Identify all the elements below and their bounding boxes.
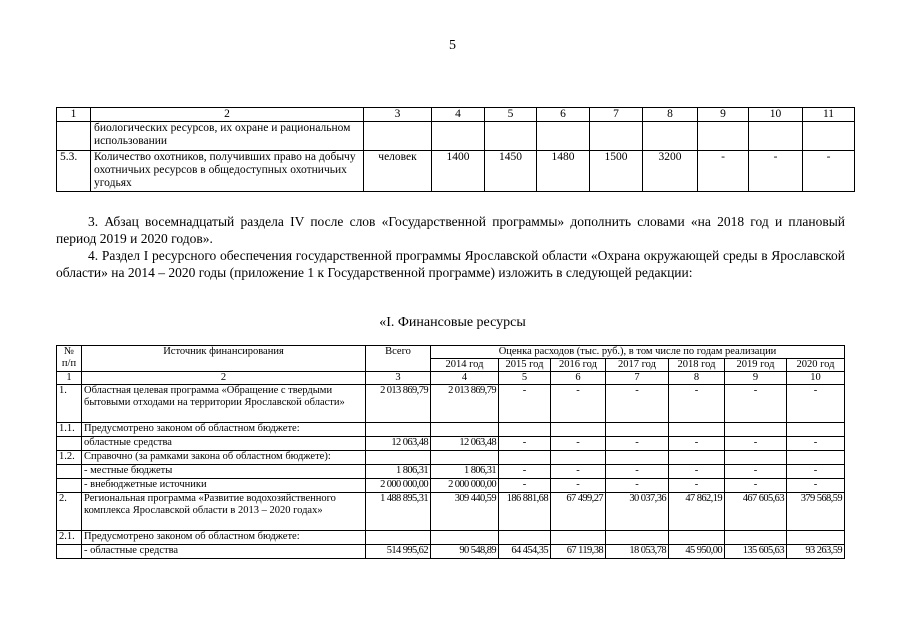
year-cell: 2019 год [725,359,787,372]
row-value: 186 881,68 [499,493,551,531]
row-value [551,531,606,545]
row-unit [364,122,432,151]
row-value: 1 806,31 [431,465,499,479]
table-row [57,545,845,559]
row-value: - [725,437,787,451]
header-total: Всего [366,346,431,372]
index-cell: 6 [551,372,606,385]
header-cell: 5 [485,108,537,122]
row-value [803,122,855,151]
index-row [57,372,845,385]
row-value [485,122,537,151]
year-cell: 2015 год [499,359,551,372]
row-value [432,122,485,151]
row-value [499,451,551,465]
header-cell: 10 [749,108,803,122]
table-row [57,385,845,423]
row-value [643,122,698,151]
row-value [431,531,499,545]
row-value: - [606,465,669,479]
row-number [57,465,82,479]
row-value: - [551,465,606,479]
row-number [57,437,82,451]
row-total: 1 488 895,31 [366,493,431,531]
row-total: 2 000 000,00 [366,479,431,493]
year-cell: 2017 год [606,359,669,372]
row-value: 135 605,63 [725,545,787,559]
row-value [787,531,845,545]
index-cell: 9 [725,372,787,385]
row-value: - [725,385,787,423]
row-total: 514 995,62 [366,545,431,559]
row-value [725,531,787,545]
row-value: 30 037,36 [606,493,669,531]
financial-resources-table [56,345,845,559]
page-number: 5 [449,38,456,53]
row-value: 2 013 869,79 [431,385,499,423]
row-value: 309 440,59 [431,493,499,531]
table-row [57,437,845,451]
header-cell: 6 [537,108,590,122]
row-value [749,122,803,151]
row-value: - [499,465,551,479]
row-value: - [787,479,845,493]
row-value: 18 053,78 [606,545,669,559]
header-cell: 9 [698,108,749,122]
row-value: - [698,151,749,192]
header-cell: 7 [590,108,643,122]
row-value: - [725,465,787,479]
row-value: - [669,465,725,479]
header-cell: 3 [364,108,432,122]
header-estimate: Оценка расходов (тыс. руб.), в том числе по годам реализации [431,346,845,359]
year-cell: 2020 год [787,359,845,372]
row-value: 12 063,48 [431,437,499,451]
row-value: 467 605,63 [725,493,787,531]
table-row [57,151,855,192]
table-row [57,479,845,493]
table-row [57,423,845,437]
table-row [57,465,845,479]
row-value [499,423,551,437]
row-value: - [551,479,606,493]
row-value [725,423,787,437]
table-row [57,531,845,545]
row-value [725,451,787,465]
row-value: 45 950,00 [669,545,725,559]
index-cell: 5 [499,372,551,385]
index-cell: 8 [669,372,725,385]
row-number: 5.3. [57,151,91,192]
row-number: 1.1. [57,423,82,437]
row-value: - [669,437,725,451]
row-value: 1400 [432,151,485,192]
row-value: 47 862,19 [669,493,725,531]
index-cell: 2 [82,372,366,385]
paragraph-4 [56,247,845,281]
row-value: - [669,385,725,423]
row-source: Областная целевая программа «Обращение с твердыми бытовыми отходами на территории Ярославской области» [82,385,366,423]
row-value [590,122,643,151]
row-name: Количество охотников, получивших право на добычу охотничьих ресурсов в общедоступных охотничьих угодьях [91,151,364,192]
row-value: - [499,437,551,451]
row-source: - внебюджетные источники [82,479,366,493]
row-value: 3200 [643,151,698,192]
header-source: Источник финансирования [82,346,366,372]
row-value [698,122,749,151]
row-value: - [499,385,551,423]
table-row [57,493,845,531]
row-value: 90 548,89 [431,545,499,559]
row-value: 64 454,35 [499,545,551,559]
row-value: 93 263,59 [787,545,845,559]
row-source: Справочно (за рамками закона об областном бюджете): [82,451,366,465]
row-value: - [749,151,803,192]
section-title: «I. Финансовые ресурсы [379,315,526,330]
header-cell: 1 [57,108,91,122]
row-unit: человек [364,151,432,192]
header-row [57,346,845,359]
year-cell: 2014 год [431,359,499,372]
row-value [551,423,606,437]
index-cell: 4 [431,372,499,385]
table-row [57,451,845,465]
row-value [669,451,725,465]
header-cell: 2 [91,108,364,122]
row-value: - [606,479,669,493]
row-value: - [606,437,669,451]
header-cell: 4 [432,108,485,122]
row-number: 2. [57,493,82,531]
row-source: областные средства [82,437,366,451]
row-value: 67 499,27 [551,493,606,531]
year-cell: 2018 год [669,359,725,372]
row-value [499,531,551,545]
row-value: - [787,385,845,423]
row-source: Предусмотрено законом об областном бюджете: [82,423,366,437]
row-value [606,531,669,545]
paragraph-3 [56,213,845,247]
row-value [787,423,845,437]
row-value [669,531,725,545]
row-value [787,451,845,465]
row-total [366,531,431,545]
table-row [57,122,855,151]
paragraph-4-text: 4. Раздел I ресурсного обеспечения государственной программы Ярославской области «Охрана окружающей среды в Ярославской области» на 2014 – 2020 годы (приложение 1 к Государственной программе) изложить в следующей редакции: [56,248,845,280]
row-value [551,451,606,465]
header-no: № п/п [57,346,82,372]
row-value: 1450 [485,151,537,192]
row-value [606,423,669,437]
row-value: - [551,385,606,423]
row-value: - [551,437,606,451]
row-total: 1 806,31 [366,465,431,479]
indicators-table [56,107,855,192]
row-number [57,545,82,559]
row-value: 67 119,38 [551,545,606,559]
row-number: 1.2. [57,451,82,465]
row-name: биологических ресурсов, их охране и рациональном использовании [91,122,364,151]
row-value: 1500 [590,151,643,192]
index-cell: 10 [787,372,845,385]
index-cell: 3 [366,372,431,385]
row-value [669,423,725,437]
row-number [57,122,91,151]
row-value: 379 568,59 [787,493,845,531]
row-source: - областные средства [82,545,366,559]
row-source: Предусмотрено законом об областном бюджете: [82,531,366,545]
row-total: 2 013 869,79 [366,385,431,423]
row-value [606,451,669,465]
row-value: - [725,479,787,493]
row-value: 2 000 000,00 [431,479,499,493]
row-value: - [606,385,669,423]
row-number: 2.1. [57,531,82,545]
row-value: - [499,479,551,493]
row-value [537,122,590,151]
row-value: - [803,151,855,192]
row-value [431,451,499,465]
row-value [431,423,499,437]
row-source: - местные бюджеты [82,465,366,479]
index-cell: 1 [57,372,82,385]
indicators-header-row [57,108,855,122]
header-cell: 11 [803,108,855,122]
year-cell: 2016 год [551,359,606,372]
row-total [366,451,431,465]
row-total [366,423,431,437]
row-value: 1480 [537,151,590,192]
row-number: 1. [57,385,82,423]
row-total: 12 063,48 [366,437,431,451]
row-value: - [787,465,845,479]
row-value: - [669,479,725,493]
paragraph-3-text: 3. Абзац восемнадцатый раздела IV после слов «Государственной программы» дополнить словами «на 2018 год и плановый период 2019 и 2020 годов». [56,214,845,246]
index-cell: 7 [606,372,669,385]
header-cell: 8 [643,108,698,122]
row-source: Региональная программа «Развитие водохозяйственного комплекса Ярославской области в 2013 – 2020 годах» [82,493,366,531]
row-value: - [787,437,845,451]
row-number [57,479,82,493]
